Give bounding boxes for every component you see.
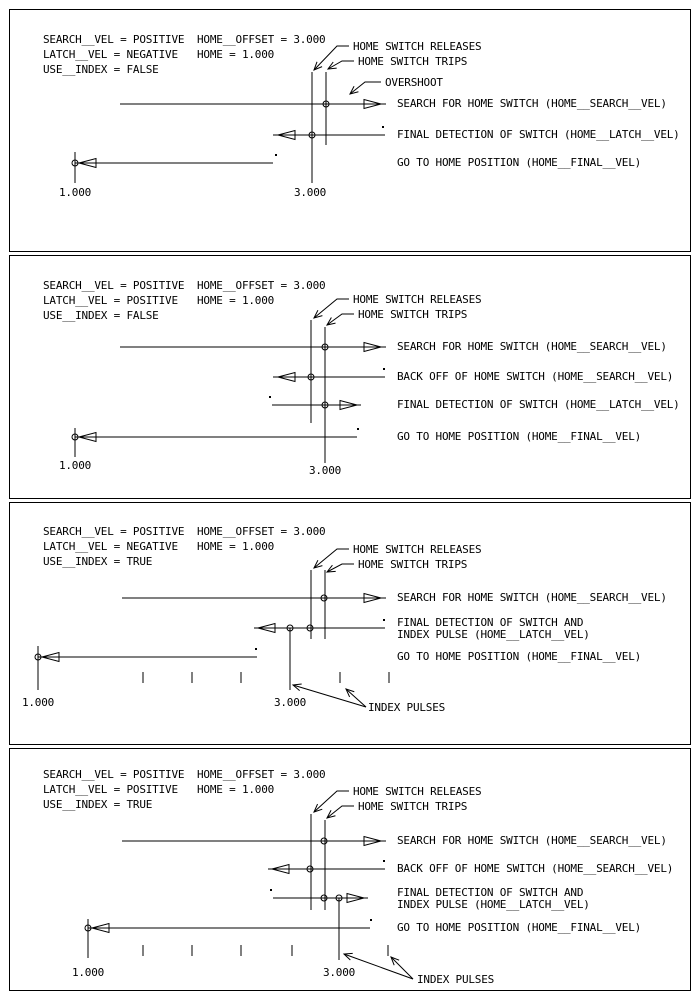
start-dot [382, 126, 384, 128]
panel-3-border [10, 503, 691, 745]
trips-leader [328, 61, 354, 69]
index-pulse-ticks [143, 945, 388, 956]
p3-step-final-l2: INDEX PULSE (HOME__LATCH__VEL) [397, 628, 590, 641]
releases-leader [314, 46, 349, 70]
p1-step-home: GO TO HOME POSITION (HOME__FINAL__VEL) [397, 156, 642, 169]
p4-param-home: HOME = 1.000 [197, 783, 275, 796]
p2-step-final: FINAL DETECTION OF SWITCH (HOME__LATCH__VEL) [397, 398, 680, 411]
p4-step-final-l1: FINAL DETECTION OF SWITCH AND [397, 886, 584, 899]
p4-callout-trips: HOME SWITCH TRIPS [358, 800, 468, 813]
p4-step-home: GO TO HOME POSITION (HOME__FINAL__VEL) [397, 921, 642, 934]
p3-callout-trips: HOME SWITCH TRIPS [358, 558, 468, 571]
p2-param-latch-vel: LATCH__VEL = POSITIVE [43, 294, 178, 307]
p2-param-home: HOME = 1.000 [197, 294, 275, 307]
p4-axis-home: 1.000 [71, 966, 105, 979]
p1-param-use-index: USE__INDEX = FALSE [43, 63, 159, 76]
panel-3-geometry [10, 503, 691, 745]
p4-step-search: SEARCH FOR HOME SWITCH (HOME__SEARCH__VEL) [397, 834, 667, 847]
p1-param-search-vel: SEARCH__VEL = POSITIVE [43, 33, 185, 46]
p1-param-latch-vel: LATCH__VEL = NEGATIVE [43, 48, 178, 61]
p2-step-home: GO TO HOME POSITION (HOME__FINAL__VEL) [397, 430, 642, 443]
p2-axis-offset: 3.000 [308, 464, 342, 477]
p1-callout-overshoot: OVERSHOOT [385, 76, 443, 89]
start-dot [357, 428, 359, 430]
start-dot [370, 919, 372, 921]
p4-param-use-index: USE__INDEX = TRUE [43, 798, 153, 811]
start-dot [383, 368, 385, 370]
p2-param-use-index: USE__INDEX = FALSE [43, 309, 159, 322]
p3-step-final-l1: FINAL DETECTION OF SWITCH AND [397, 616, 584, 629]
p1-param-home-offset: HOME__OFFSET = 3.000 [197, 33, 326, 46]
overshoot-leader [350, 82, 381, 94]
start-dot [270, 889, 272, 891]
p1-callout-releases: HOME SWITCH RELEASES [353, 40, 482, 53]
releases-leader [314, 549, 349, 568]
p1-step-final: FINAL DETECTION OF SWITCH (HOME__LATCH__VEL) [397, 128, 680, 141]
p2-param-search-vel: SEARCH__VEL = POSITIVE [43, 279, 185, 292]
releases-leader [314, 791, 349, 812]
releases-leader [314, 299, 349, 318]
p2-step-backoff: BACK OFF OF HOME SWITCH (HOME__SEARCH__VEL) [397, 370, 674, 383]
p2-step-search: SEARCH FOR HOME SWITCH (HOME__SEARCH__VEL) [397, 340, 667, 353]
p3-index-pulses-label: INDEX PULSES [368, 701, 446, 714]
p3-param-latch-vel: LATCH__VEL = NEGATIVE [43, 540, 178, 553]
p3-param-home-offset: HOME__OFFSET = 3.000 [197, 525, 326, 538]
start-dot [275, 154, 277, 156]
p3-step-search: SEARCH FOR HOME SWITCH (HOME__SEARCH__VEL) [397, 591, 667, 604]
p4-param-search-vel: SEARCH__VEL = POSITIVE [43, 768, 185, 781]
p3-callout-releases: HOME SWITCH RELEASES [353, 543, 482, 556]
p1-param-home: HOME = 1.000 [197, 48, 275, 61]
p3-axis-offset: 3.000 [273, 696, 307, 709]
p4-callout-releases: HOME SWITCH RELEASES [353, 785, 482, 798]
p4-param-home-offset: HOME__OFFSET = 3.000 [197, 768, 326, 781]
start-dot [383, 860, 385, 862]
p4-index-pulses-label: INDEX PULSES [417, 973, 495, 986]
p4-step-final-l2: INDEX PULSE (HOME__LATCH__VEL) [397, 898, 590, 911]
index-pulse-ticks [143, 672, 389, 683]
trips-leader [327, 314, 354, 325]
start-dot [269, 396, 271, 398]
p2-axis-home: 1.000 [58, 459, 92, 472]
p4-axis-offset: 3.000 [322, 966, 356, 979]
p1-callout-trips: HOME SWITCH TRIPS [358, 55, 468, 68]
trips-leader [327, 564, 354, 572]
p1-step-search: SEARCH FOR HOME SWITCH (HOME__SEARCH__VEL) [397, 97, 667, 110]
p3-step-home: GO TO HOME POSITION (HOME__FINAL__VEL) [397, 650, 642, 663]
start-dot [255, 648, 257, 650]
start-dot [383, 619, 385, 621]
index-leader-right [391, 957, 413, 979]
p1-axis-offset: 3.000 [293, 186, 327, 199]
p2-callout-releases: HOME SWITCH RELEASES [353, 293, 482, 306]
p2-param-home-offset: HOME__OFFSET = 3.000 [197, 279, 326, 292]
p1-axis-home: 1.000 [58, 186, 92, 199]
p4-step-backoff: BACK OFF OF HOME SWITCH (HOME__SEARCH__VEL) [397, 862, 674, 875]
p2-callout-trips: HOME SWITCH TRIPS [358, 308, 468, 321]
trips-leader [327, 806, 354, 818]
p3-axis-home: 1.000 [21, 696, 55, 709]
p4-param-latch-vel: LATCH__VEL = POSITIVE [43, 783, 178, 796]
p3-param-home: HOME = 1.000 [197, 540, 275, 553]
p3-param-use-index: USE__INDEX = TRUE [43, 555, 153, 568]
p3-param-search-vel: SEARCH__VEL = POSITIVE [43, 525, 185, 538]
